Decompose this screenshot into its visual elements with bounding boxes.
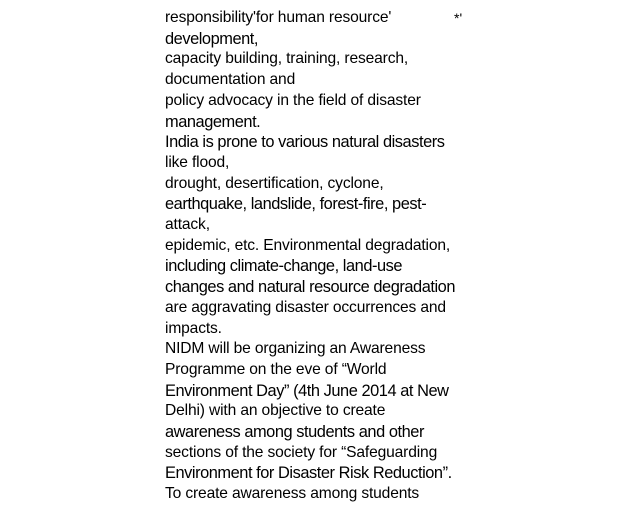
text-line: management. [165,112,261,131]
text-line: documentation and [165,71,296,89]
text-line: India is prone to various natural disasters [165,133,445,152]
text-line: NIDM will be organizing an Awareness [165,340,426,358]
text-line: like flood, [165,153,230,171]
text-line: attack, [165,216,210,234]
text-line: Environment Day” (4th June 2014 at New [165,381,449,400]
text-line: To create awareness among students [165,485,420,503]
text-line: responsibility'for human resource' [165,9,392,26]
text-line: policy advocacy in the field of disaster [165,91,421,109]
body-text [165,8,475,505]
text-line: impacts. [165,319,222,337]
text-line: drought, desertification, cyclone, [165,174,384,192]
corner-mark: *' [454,10,463,26]
text-line: including climate-change, land-use [165,257,403,276]
text-line: earthquake, landslide, forest-fire, pest- [165,195,427,214]
text-line: sections of the society for “Safeguarding [165,443,438,461]
text-line: changes and natural resource degradation [165,278,455,297]
text-line: capacity building, training, research, [165,50,409,68]
text-line: are aggravating disaster occurrences and [165,298,446,316]
text-line: awareness among students and other [165,423,424,442]
text-line: Delhi) with an objective to create [165,402,386,420]
text-line: Programme on the eve of “World [165,360,387,378]
text-line: development, [165,29,259,48]
text-line: Environment for Disaster Risk Reduction”. [165,464,452,483]
text-line: epidemic, etc. Environmental degradation, [165,236,451,254]
